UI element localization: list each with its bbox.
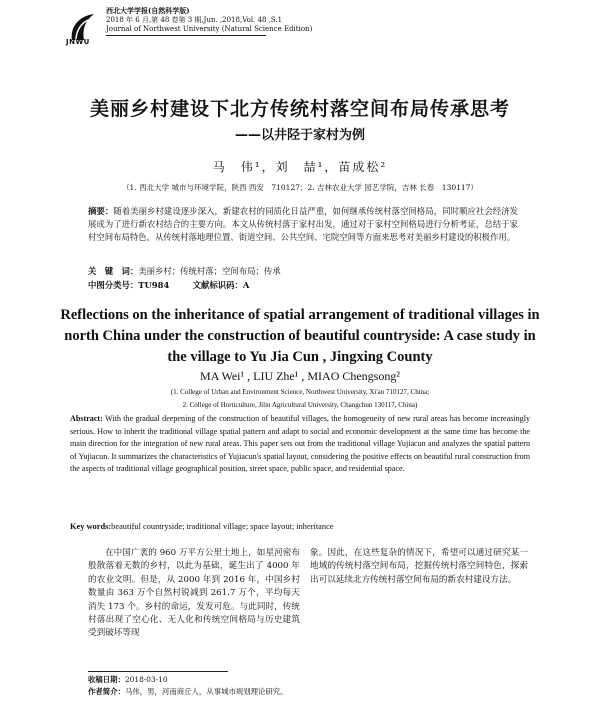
paper-title-en: Reflections on the inheritance of spatial arrangement of traditional villages in north China under the construction of beautiful countryside: A case study in the village to Yu Jia Cun , Jingxing County [60, 307, 540, 365]
authors-cn: 马 伟¹，刘 喆¹，苗成松² [212, 160, 388, 174]
author-bio-label: 作者简介： [88, 687, 125, 696]
abstract-cn-label: 摘要： [88, 206, 114, 216]
clc-label: 中图分类号： [88, 280, 139, 290]
keywords-cn-label: 关 键 词： [88, 266, 139, 276]
body-column-right: 象。因此，在这些复杂的情况下，希望可以通过研究某一地域的传统村落空间布局，挖掘传统村落空间特色，探索出可以延续北方传统村落空间布局的新农村建设方法。 [310, 548, 528, 585]
paper-subtitle-cn: ——以井陉于家村为例 [234, 128, 365, 143]
clc-value: TU984 [138, 280, 170, 290]
footnote-divider [88, 671, 228, 672]
abstract-en-label: Abstract: [70, 414, 103, 423]
keywords-en-label: Key words: [70, 522, 112, 531]
affiliation-en-2: 2. College of Horticulture, Jilin Agricultural University, Changchun 130117, China) [182, 401, 418, 409]
doc-code-label: 文献标识码： [192, 280, 243, 290]
abstract-cn-text: 随着美丽乡村建设逐步深入，新建农村的同质化日益严重，如何继承传统村落空间格局，同时顺应社会经济发展成为了进行新农村结合的主要方向。本文从传统村落于家村出发，通过对于家村空间格局进行分析考证，总结于家村空间布局特色，从传统村落地理位置、街道空间、公共空间、宅院空间等方面来思考对美丽乡村建设的积极作用。 [88, 206, 519, 242]
journal-logo-label: JNWU [66, 38, 90, 46]
keywords-en-text: beautiful countryside; traditional village; space layout; inheritance [111, 522, 334, 531]
classification-cn [88, 279, 518, 292]
keywords-cn-text: 美丽乡村；传统村落；空间布局；传承 [138, 266, 281, 276]
received-value: 2018-03-10 [124, 675, 168, 684]
footnote-author [88, 687, 288, 697]
authors-en: MA Wei¹ , LIU Zhe¹ , MIAO Chengsong² [200, 369, 400, 383]
footnote-received [88, 675, 168, 685]
abstract-cn [88, 205, 518, 244]
keywords-cn [88, 265, 518, 278]
journal-name-en: Journal of Northwest University (Natural Science Edition) [106, 25, 313, 33]
paper-title-cn: 美丽乡村建设下北方传统村落空间布局传承思考 [89, 98, 510, 120]
abstract-en [70, 413, 530, 476]
header-divider [106, 35, 266, 36]
journal-name-cn: 西北大学学报(自然科学版) [106, 6, 190, 15]
body-column-left: 在中国广袤的 960 万平方公里土地上，如星河密布般散落着无数的乡村，以此为基础，诞生出了 4000 年的农业文明。但是，从 2000 年到 2016 年，中国乡村数量由 363 万个自然村锐减到 261.7 万个，平均每天消失 173 个。乡村的命运，发发可危。与此同时，传统村落出现了空心化、无人化和传统空间格局与历史建筑受到破坏等现 [88, 548, 300, 639]
affiliation-cn: （1. 西北大学 城市与环境学院，陕西 西安 710127；2. 吉林农业大学 园艺学院，吉林 长春 130117） [122, 183, 478, 192]
affiliation-en-1: (1. College of Urban and Environment Science, Northwest University, Xi'an 710127, China; [170, 388, 430, 396]
received-label: 收稿日期： [88, 675, 125, 684]
doc-code-value: A [242, 280, 250, 290]
issue-line: 2018 年 6 月,第 48 卷第 3 期,Jun. ,2018,Vol. 48 ,S.1 [106, 16, 283, 24]
author-bio-value: 马伟，男，河南商丘人，从事城市规划理论研究。 [124, 687, 288, 696]
keywords-en [70, 521, 530, 533]
abstract-en-text: With the gradual deepening of the construction of beautiful villages, the homogeneity of new rural areas has become increasingly serious. How to inherit the traditional village spatial pattern and adapt to social and economic development at the same time has become the main direction for the integration of new rural areas. This paper sets out from the traditional village Yujiacun and analyzes the spatial pattern of Yujiacun. It summarizes the characteristics of Yujiacun's spatial layout, considering the positive effects on beautiful rural construction from the aspects of traditional village geographical position, street space, public space, and residential space. [70, 414, 530, 474]
